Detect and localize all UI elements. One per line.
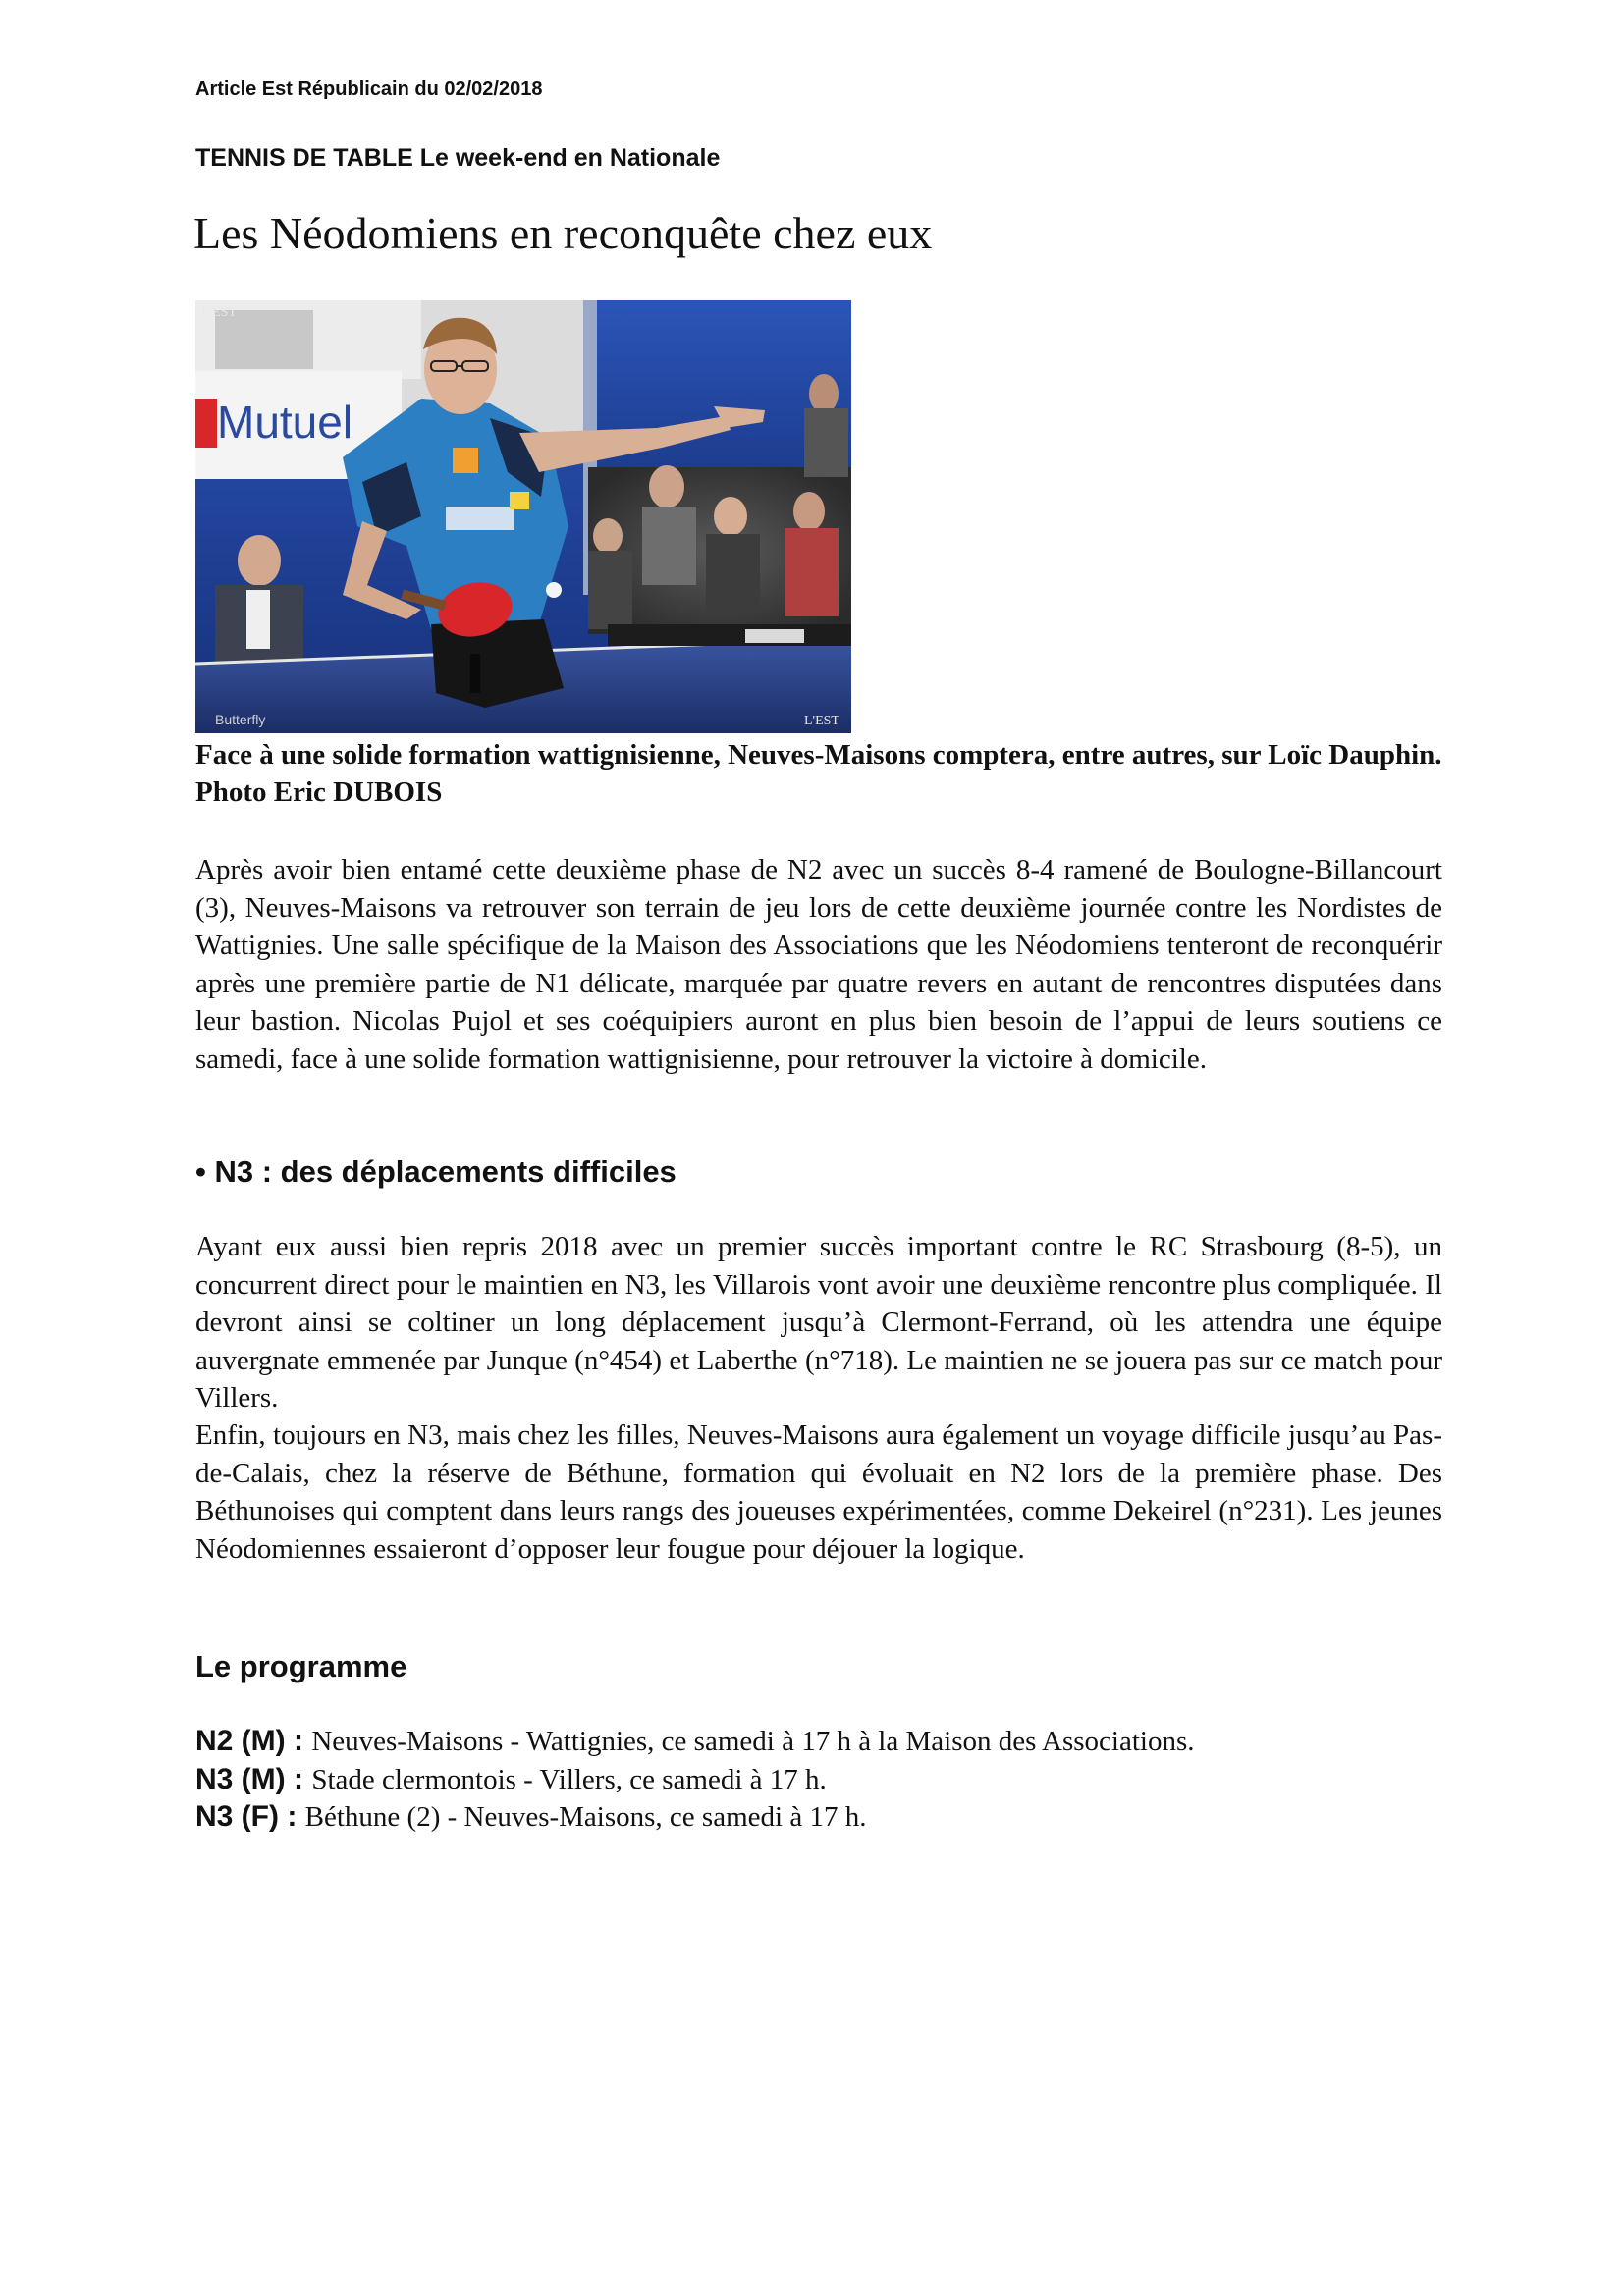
paragraph-3: Enfin, toujours en N3, mais chez les filles, Neuves-Maisons aura également un voyage difficile jusqu’au Pas-de-Calais, chez la réserve de Béthune, formation qui évoluait en N2 lors de la première phase. Des Béthunoises qui comptent dans leurs rangs des joueuses expérimentées, comme Dekeirel (n°231). Les jeunes Néodomiennes essaieront d’opposer leur fougue pour déjouer la logique.: [195, 1419, 1442, 1565]
sign-text: Mutuel: [217, 397, 353, 448]
program-label: N3 (F) :: [195, 1800, 305, 1833]
photo-logo-bottom: L'EST: [804, 714, 839, 728]
program-list: [195, 1723, 1472, 1837]
subhead-n3: • N3 : des déplacements difficiles: [195, 1154, 677, 1189]
paragraph-1: Après avoir bien entamé cette deuxième phase de N2 avec un succès 8-4 ramené de Boulogne-Billancourt (3), Neuves-Maisons va retrouver son terrain de jeu lors de cette deuxième journée contre les Nordistes de Wattignies. Une salle spécifique de la Maison des Associations que les Néodomiens tenteront de reconquérir après une première partie de N1 délicate, marquée par quatre revers en autant de rencontres disputées dans leur bastion. Nicolas Pujol et ses coéquipiers auront en plus bien besoin de l’appui de leurs soutiens ce samedi, face à une solide formation wattignisienne, pour retrouver la victoire à domicile.: [195, 854, 1442, 1075]
program-label: N2 (M) :: [195, 1725, 312, 1757]
program-text: Neuves-Maisons - Wattignies, ce samedi à 17 h à la Maison des Associations.: [311, 1726, 1195, 1757]
paragraph-2: Ayant eux aussi bien repris 2018 avec un premier succès important contre le RC Strasbourg (8-5), un concurrent direct pour le maintien en N3, les Villarois vont avoir une deuxième rencontre plus compliquée. Il devront ainsi se coltiner un long déplacement jusqu’à Clermont-Ferrand, où les attendra une équipe auvergnate emmenée par Junque (n°454) et Laberthe (n°718). Le maintien ne se jouera pas sur ce match pour Villers.: [195, 1231, 1442, 1414]
table-tennis-player-image: [195, 300, 851, 733]
program-row: [195, 1761, 1472, 1799]
program-label: N3 (M) :: [195, 1762, 312, 1795]
program-row: [195, 1723, 1472, 1761]
program-row: [195, 1798, 1472, 1837]
subhead-programme: Le programme: [195, 1649, 407, 1683]
section-rubric: TENNIS DE TABLE Le week-end en Nationale: [195, 144, 721, 172]
source-line: Article Est Républicain du 02/02/2018: [195, 79, 543, 100]
photo-logo-top: L'EST: [201, 305, 237, 320]
program-text: Stade clermontois - Villers, ce samedi à 17 h.: [311, 1763, 827, 1795]
table-banner: Butterfly: [215, 712, 266, 727]
article-photo: [195, 300, 851, 733]
photo-caption: Face à une solide formation wattignisienne, Neuves-Maisons comptera, entre autres, sur Loïc Dauphin. Photo Eric DUBOIS: [195, 739, 1442, 808]
article-headline: Les Néodomiens en reconquête chez eux: [193, 208, 933, 258]
program-text: Béthune (2) - Neuves-Maisons, ce samedi à 17 h.: [304, 1801, 867, 1833]
